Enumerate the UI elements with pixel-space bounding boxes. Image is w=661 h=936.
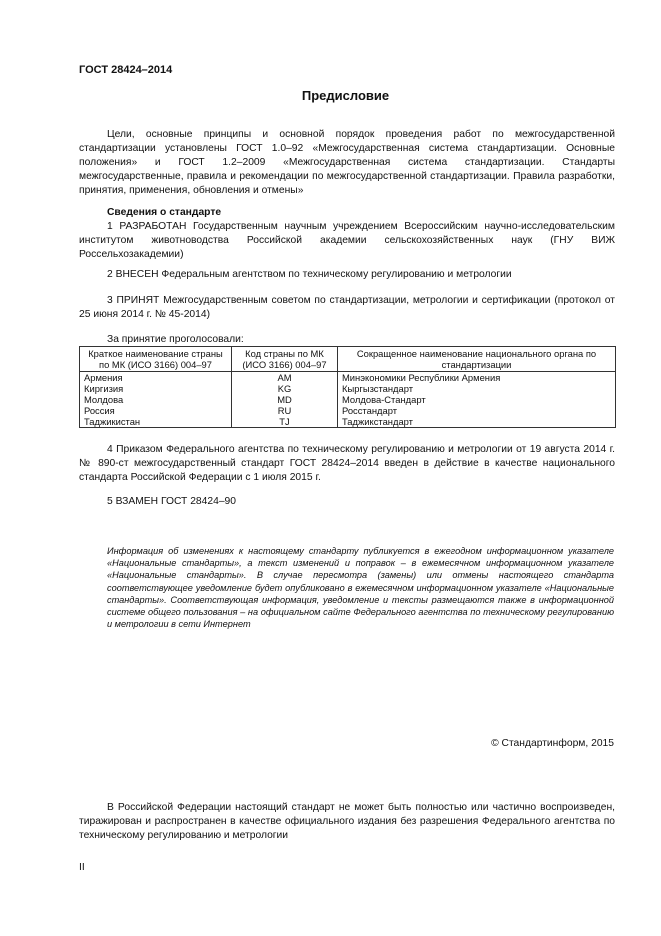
- item-3-text: 3 ПРИНЯТ Межгосударственным советом по стандартизации, метрологии и сертификации (протокол от 25 июня 2014 г. № 45-2014): [79, 295, 615, 320]
- reproduction-notice-text: В Российской Федерации настоящий стандарт не может быть полностью или частично воспроизведен, тиражирован и распространен в качестве официального издания без разрешения Федерального агентства по техническому регулированию и метрологии: [79, 802, 615, 841]
- standard-info-item-2: [79, 268, 615, 282]
- table-cell-body: Росстандарт: [338, 405, 616, 416]
- vote-table-header-country: Краткое наименование страны по МК (ИСО 3166) 004–97: [80, 347, 232, 372]
- table-cell-code: MD: [232, 394, 338, 405]
- item-1-text: 1 РАЗРАБОТАН Государственным научным учреждением Всероссийским научно-исследовательским институтом животноводства Российской академии сельскохозяйственных наук (ГНУ ВИЖ Россельхозакадемии): [79, 221, 615, 260]
- vote-caption-text: За принятие проголосовали:: [107, 334, 244, 345]
- table-cell-country: Россия: [80, 405, 232, 416]
- preface-intro-text: Цели, основные принципы и основной порядок проведения работ по межгосударственной стандартизации установлены ГОСТ 1.0–92 «Межгосударственная система стандартизации. Основные положения» и ГОСТ 1.2–2009 «Межгосударственная система стандартизации. Стандарты межгосударственные, правила и рекомендации по межгосударственной стандартизации. Правила разработки, принятия, применения, обновления и отмены»: [79, 129, 615, 196]
- standard-info-heading: [79, 206, 615, 220]
- standard-info-item-3: [79, 294, 615, 322]
- item-4-text: 4 Приказом Федерального агентства по техническому регулированию и метрологии от 19 августа 2014 г. № 890-ст межгосударственный стандарт ГОСТ 28424–2014 введен в действие в качестве национального стандарта Российской Федерации с 1 июля 2015 г.: [79, 444, 615, 483]
- item-5-text: 5 ВЗАМЕН ГОСТ 28424–90: [107, 496, 237, 507]
- item-2-text: 2 ВНЕСЕН Федеральным агентством по техническому регулированию и метрологии: [107, 269, 512, 280]
- table-cell-body: Таджикстандарт: [338, 416, 616, 428]
- page-number: II: [79, 862, 85, 873]
- table-cell-country: Киргизия: [80, 383, 232, 394]
- table-cell-country: Таджикистан: [80, 416, 232, 428]
- vote-table-header-body: Сокращенное наименование национального органа по стандартизации: [338, 347, 616, 372]
- table-cell-body: Кыргызстандарт: [338, 383, 616, 394]
- standard-info-item-1: [79, 220, 615, 262]
- vote-table-header-row: [80, 347, 616, 372]
- table-row: [80, 372, 616, 384]
- table-cell-body: Молдова-Стандарт: [338, 394, 616, 405]
- vote-caption: [79, 333, 615, 347]
- reproduction-notice: [79, 801, 615, 843]
- copyright-notice: © Стандартинформ, 2015: [491, 738, 614, 749]
- table-row: [80, 394, 616, 405]
- table-cell-country: Молдова: [80, 394, 232, 405]
- table-row: [80, 383, 616, 394]
- table-cell-code: TJ: [232, 416, 338, 428]
- vote-table: [79, 346, 616, 428]
- table-cell-code: RU: [232, 405, 338, 416]
- table-row: [80, 405, 616, 416]
- info-notice: Информация об изменениях к настоящему стандарту публикуется в ежегодном информационном указателе «Национальные стандарты», а текст изменений и поправок – в ежемесячном информационном указателе «Национальные стандарты». В случае пересмотра (замены) или отмены настоящего стандарта соответствующее уведомление будет опубликовано в ежемесячном информационном указателе «Национальные стандарты». Соответствующая информация, уведомление и тексты размещаются также в информационной системе общего пользования – на официальном сайте Федерального агентства по техническому регулированию и метрологии в сети Интернет: [107, 546, 614, 630]
- table-cell-code: KG: [232, 383, 338, 394]
- standard-info-item-4: [79, 443, 615, 485]
- preface-intro: [79, 128, 615, 198]
- table-cell-code: AM: [232, 372, 338, 384]
- vote-table-header-code: Код страны по МК (ИСО 3166) 004–97: [232, 347, 338, 372]
- table-cell-country: Армения: [80, 372, 232, 384]
- table-cell-body: Минэкономики Республики Армения: [338, 372, 616, 384]
- preface-title: Предисловие: [301, 88, 390, 103]
- standard-info-heading-text: Сведения о стандарте: [107, 207, 222, 218]
- document-code-header: ГОСТ 28424–2014: [79, 64, 173, 76]
- standard-info-item-5: [79, 495, 615, 509]
- table-row: [80, 416, 616, 428]
